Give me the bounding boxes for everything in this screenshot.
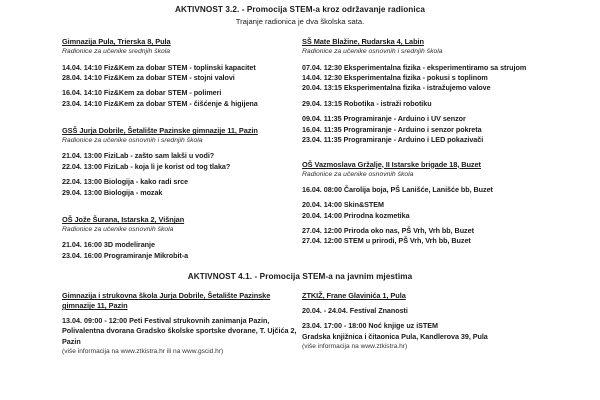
event-time: 07.04. 12:30	[302, 62, 344, 72]
venue-name: Gimnazija i strukovna škola Jurja Dobrile, Šetalište Pazinske gimnazije 11, Pazin	[62, 291, 271, 311]
venue-audience: Radionice za učenike osnovnih i srednjih škola	[62, 137, 203, 145]
event-time: 20.04. 14:00	[302, 210, 344, 220]
event-title: FiziLab - zašto sam lakši u vodi?	[103, 151, 215, 161]
event-row	[302, 99, 582, 109]
event-row	[62, 162, 302, 172]
event-group	[302, 63, 582, 94]
venue-note: (više informacija na www.ztkistra.hr)	[302, 343, 408, 351]
venue-name: SŠ Mate Blažine, Rudarska 4, Labin	[302, 37, 424, 47]
event-row	[302, 135, 582, 145]
event-title: Prirodna kozmetika	[343, 210, 410, 220]
activity-3-2-columns	[0, 37, 600, 261]
event-title: Fiz&Kem za dobar STEM - stojni valovi	[103, 72, 235, 82]
event-row	[62, 99, 302, 109]
event-title: Skin&STEM	[343, 200, 384, 210]
event-title: Fiz&Kem za dobar STEM - polimeri	[103, 88, 222, 98]
event-time: 28.04. 14:10	[62, 72, 104, 82]
event-time: 23.04. 11:35	[302, 135, 344, 145]
event-time: 23.04. 16:00	[62, 250, 104, 260]
event-time: 29.04. 13:15	[302, 98, 344, 108]
event-time: 21.04. 13:00	[62, 151, 104, 161]
event-time: 16.04. 08:00	[302, 184, 344, 194]
activity-3-2-left-column	[62, 37, 302, 261]
venue-name: GSŠ Jurja Dobrile, Šetalište Pazinske gimnazije 11, Pazin	[62, 126, 258, 136]
venue-block	[62, 291, 302, 357]
event-time: 29.04. 13:00	[62, 187, 104, 197]
event-title: FiziLab - koja li je korist od tog tlaka?	[103, 161, 231, 171]
event-title: Priroda oko nas, PŠ Vrh, Vrh bb, Buzet	[343, 226, 474, 236]
event-title: Fiz&Kem za dobar STEM - toplinski kapacitet	[103, 62, 256, 72]
event-row	[62, 188, 302, 198]
activity-4-1-right-column	[302, 291, 582, 357]
event-group	[62, 88, 302, 109]
event-row	[62, 73, 302, 83]
event-row	[302, 73, 582, 83]
venue-block	[302, 291, 582, 352]
event-row	[302, 63, 582, 73]
event-time: 27.04. 12:00	[302, 226, 344, 236]
event-group	[62, 240, 302, 261]
event-group	[302, 306, 582, 316]
event-time: 27.04. 12:00	[302, 236, 344, 246]
venue-block	[62, 215, 302, 261]
event-group	[302, 114, 582, 145]
event-row	[302, 114, 582, 124]
event-time: 23.04. 14:10	[62, 98, 104, 108]
event-group	[302, 321, 582, 351]
event-row	[302, 236, 582, 246]
venue-name: Gimnazija Pula, Trierska 8, Pula	[62, 37, 171, 47]
event-time: 20.04. 14:00	[302, 200, 344, 210]
event-group	[62, 316, 302, 357]
event-title: Eksperimentalna fizika - istražujemo valove	[343, 83, 491, 93]
venue-audience: Radionice za učenike osnovnih i srednjih škola	[302, 48, 443, 56]
event-title: Biologija - mozak	[103, 187, 163, 197]
venue-note: (više informacija na www.ztkistra.hr ili na www.gscid.hr)	[62, 348, 224, 356]
event-group	[302, 200, 582, 221]
event-group	[62, 177, 302, 198]
event-time: 09.04. 11:35	[302, 114, 344, 124]
event-time: 20.04. 13:15	[302, 83, 344, 93]
venue-audience: Radionice za učenike srednjih škola	[62, 48, 171, 56]
activity-4-1-title: AKTIVNOST 4.1. - Promocija STEM-a na javnim mjestima	[187, 272, 413, 282]
event-row	[62, 88, 302, 98]
event-title: Eksperimentalna fizika - pokusi s toplinom	[343, 72, 488, 82]
event-title: Noć knjige uz iSTEM	[368, 321, 438, 331]
event-group	[302, 185, 582, 195]
venue-name: OŠ Vazmoslava Gržalje, II Istarske brigade 18, Buzet	[302, 159, 481, 169]
venue-block	[302, 160, 582, 247]
event-time: 22.04. 13:00	[62, 177, 104, 187]
event-title: STEM u prirodi, PŠ Vrh, Vrh bb, Buzet	[343, 236, 471, 246]
event-time: 14.04. 14:10	[62, 62, 104, 72]
activity-4-1-left-column	[62, 291, 302, 357]
event-row: 13.04. 09:00 - 12:00 Peti Festival strukovnih zanimanja Pazin, Polivalentna dvorana Gradsko školske sportske dvorane, T. Ujčića 2, Pazin	[62, 316, 297, 346]
venue-block	[62, 126, 302, 198]
event-row	[302, 211, 582, 221]
event-row	[62, 177, 302, 187]
event-group	[62, 151, 302, 172]
activity-4-1-columns	[0, 291, 600, 357]
event-time: 16.04. 11:35	[302, 124, 344, 134]
event-time: 23.04. 17:00 - 18:00	[302, 321, 369, 331]
event-title: 3D modeliranje	[103, 240, 155, 250]
event-row	[62, 240, 302, 250]
event-time: 20.04. - 24.04.	[302, 306, 350, 316]
event-row	[302, 321, 582, 331]
event-group	[302, 226, 582, 247]
event-title: Programiranje - Arduino i UV senzor	[343, 114, 466, 124]
event-title: Festival Znanosti	[349, 306, 408, 316]
event-row	[62, 63, 302, 73]
venue-audience: Radionice za učenike osnovnih škola	[302, 170, 414, 178]
venue-audience: Radionice za učenike osnovnih škola	[62, 226, 174, 234]
activity-3-2-subtitle: Trajanje radionica je dva školska sata.	[235, 16, 365, 26]
event-title: Programiranje - Arduino i senzor pokreta	[343, 124, 482, 134]
event-title: Programiranje - Arduino i LED pokazivači	[343, 135, 484, 145]
event-time: 22.04. 13:00	[62, 161, 104, 171]
event-row	[62, 251, 302, 261]
venue-name: ZTKIŽ, Frane Glavinića 1, Pula	[302, 291, 406, 301]
event-row	[302, 200, 582, 210]
venue-name: OŠ Jože Šurana, Istarska 2, Višnjan	[62, 215, 185, 225]
event-venue-line: Gradska knjižnica i čitaonica Pula, Kandlerova 39, Pula	[302, 331, 488, 341]
event-title: Biologija - kako radi srce	[103, 177, 189, 187]
activity-3-2-title: AKTIVNOST 3.2. - Promocija STEM-a kroz održavanje radionica	[174, 5, 426, 14]
event-title: Čarolija boja, PŠ Lanišće, Lanišće bb, Buzet	[343, 184, 493, 194]
event-row	[302, 125, 582, 135]
event-time: 16.04. 14:10	[62, 88, 104, 98]
event-row	[302, 185, 582, 195]
activity-3-2-right-column	[302, 37, 582, 261]
venue-block	[302, 37, 582, 145]
event-title: Fiz&Kem za dobar STEM - čišćenje & higijena	[103, 98, 258, 108]
event-time: 14.04. 12:30	[302, 72, 344, 82]
event-title: Eksperimentalna fizika - eksperimentiramo sa strujom	[343, 62, 527, 72]
event-row	[62, 151, 302, 161]
event-title: Programiranje Mikrobit-a	[103, 250, 189, 260]
event-row	[302, 83, 582, 93]
venue-block	[62, 37, 302, 109]
event-row	[302, 306, 582, 316]
event-group	[302, 99, 582, 109]
event-row	[302, 226, 582, 236]
event-title: Robotika - istraži robotiku	[343, 98, 432, 108]
event-group	[62, 63, 302, 84]
event-time: 21.04. 16:00	[62, 240, 104, 250]
